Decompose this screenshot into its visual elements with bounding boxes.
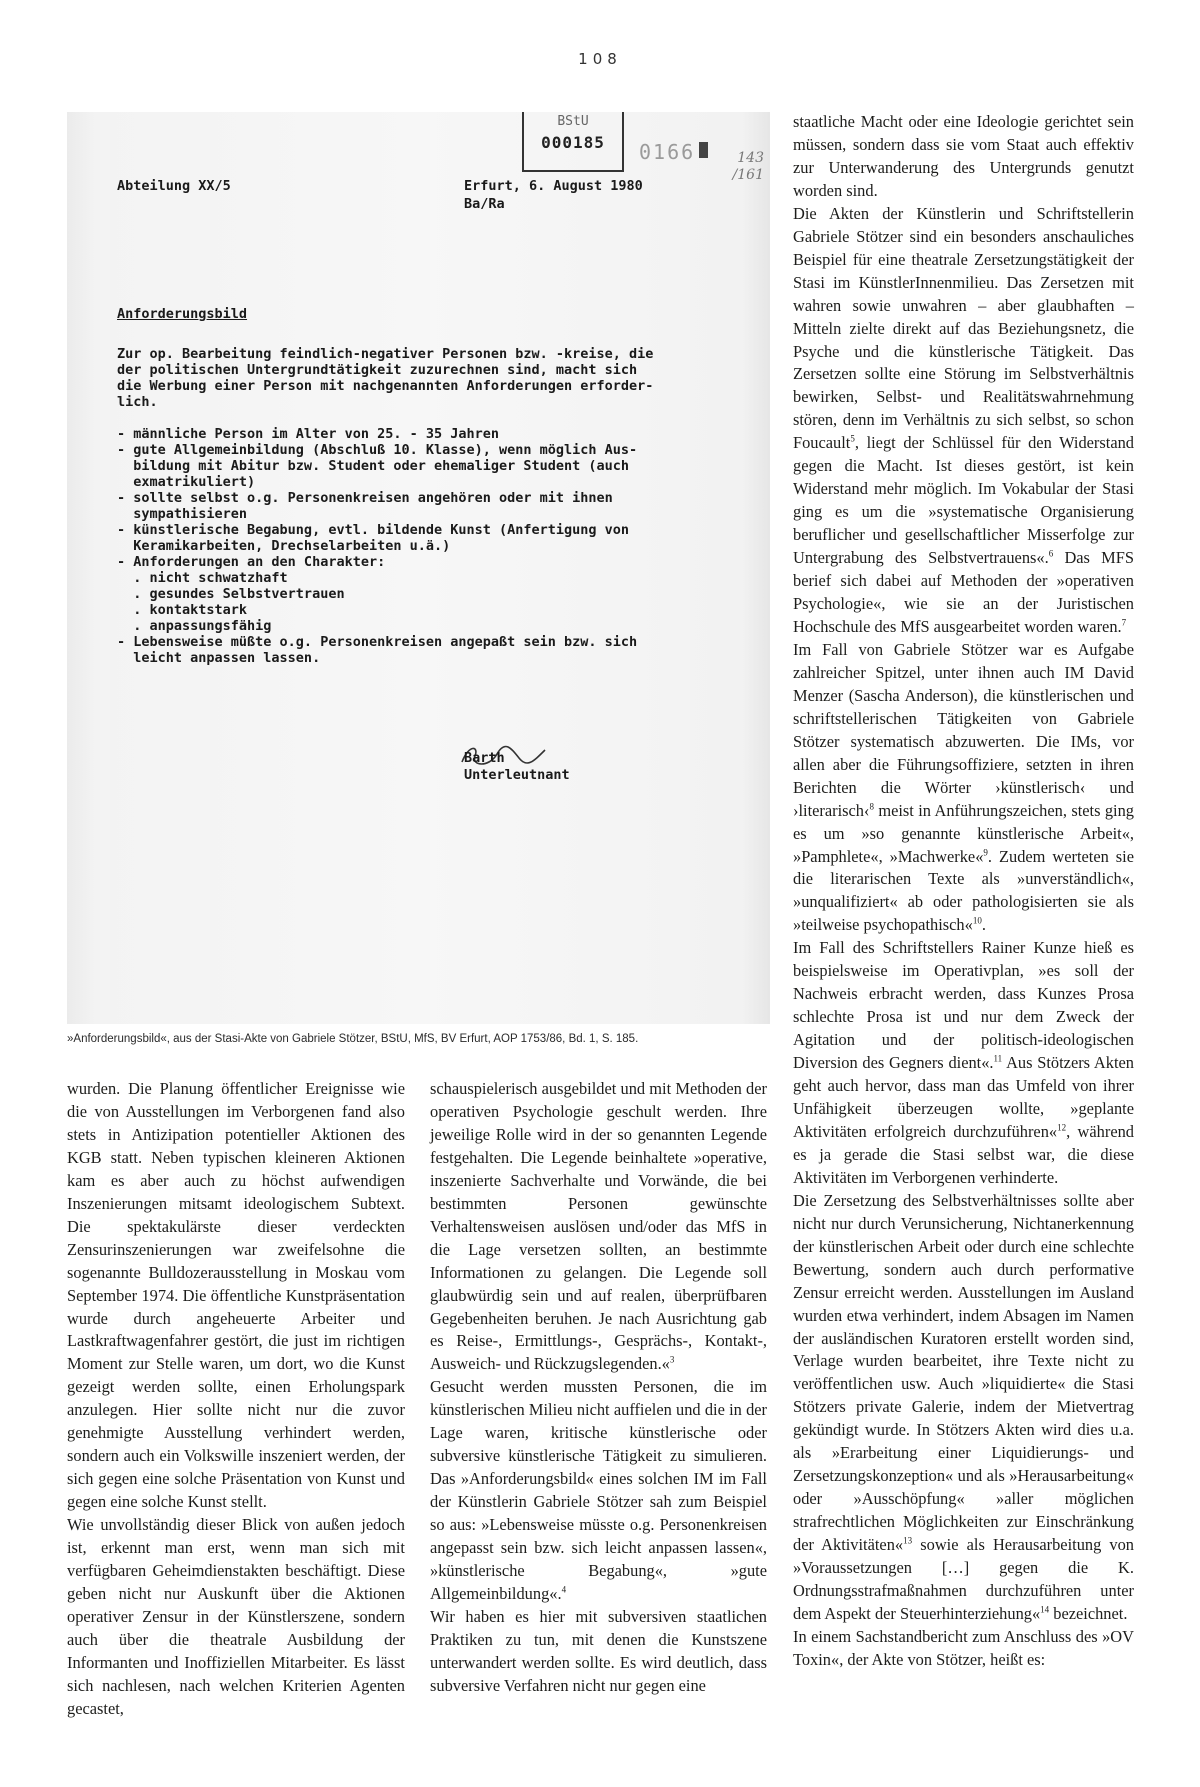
paragraph: Im Fall des Schriftstellers Rainer Kunze hieß es beispielsweise im Operativplan, »es soll der Nachweis erbracht werden, dass Kunzes Prosa schlechte Prosa ist und nur dem Zweck der Agitation und der politisch-ideologischen Diversion des Gegners dient«.$^{11}$ Aus Stötzers Akten geht auch hervor, dass man das Umfeld von ihrer Unfähigkeit überzeugen wollte, »geplante Aktivitäten erfolgreich durchzuführen«$^{12}$, während es ja gerade die Stasi selbst war, die diese Aktivitäten im Verborgenen verhinderte.: [793, 938, 1134, 1187]
intro-line: Zur op. Bearbeitung feindlich-negativer Personen bzw. -kreise, die: [117, 346, 654, 362]
footnote-marker: 14: [1040, 1604, 1050, 1615]
requirements-line: . anpassungsfähig: [117, 618, 272, 634]
paragraph: In einem Sachstandbericht zum Anschluss des »OV Toxin«, der Akte von Stötzer, heißt es:: [793, 1626, 1134, 1669]
requirements-line: . nicht schwatzhaft: [117, 570, 288, 586]
paragraph: Wie unvollständig dieser Blick von außen jedoch ist, erkennt man erst, wenn man sich mit verfügbaren Geheimdienstakten beschäftigt. Diese geben nicht nur Auskunft über die Aktionen operativer Zensur in der Künstlerszene, sondern auch über die theatrale Ausbildung der Informanten und Inoffiziellen Mitarbeiter. Es lässt sich nachlesen, nach welchen Kriterien Agenten gecastet,: [67, 1515, 405, 1718]
requirements-line: - Lebensweise müßte o.g. Personenkreisen angepaßt sein bzw. sich: [117, 634, 638, 650]
text-column-left: [67, 1078, 405, 1721]
footnote-marker: 12: [1057, 1122, 1067, 1133]
footnote-marker: 3: [669, 1354, 675, 1365]
footnote-marker: 10: [972, 915, 982, 926]
footnote-marker: 8: [869, 801, 874, 812]
requirements-line: leicht anpassen lassen.: [117, 650, 321, 666]
paragraph: Gesucht werden mussten Personen, die im künstlerischen Milieu nicht auffielen und die in der Lage waren, kritische künstlerische oder subversive künstlerische Tätigkeit zu simulieren. Das »Anforderungsbild« eines solchen IM im Fall der Künstlerin Gabriele Stötzer sah zum Beispiel so aus: »Lebensweise müsste o.g. Personenkreisen angepasst sein bzw. sich leicht anpassen lassen«, »künstlerische Begabung«, »gute Allgemeinbildung«.$^4$: [430, 1377, 767, 1603]
doc-heading: Anforderungsbild: [117, 306, 248, 322]
requirements-line: - gute Allgemeinbildung (Abschluß 10. Klasse), wenn möglich Aus-: [117, 442, 638, 458]
footnote-marker: 9: [983, 847, 988, 858]
bstu-archive-stamp: [522, 112, 624, 172]
intro-line: lich.: [117, 394, 158, 410]
paragraph: Die Zersetzung des Selbstverhältnisses sollte aber nicht nur durch Verunsicherung, Nichtanerkennung der künstlerischen Arbeit oder durch eine schlechte Bewertung, sondern auch durch performative Zensur erreicht werden. Ausstellungen im Ausland wurden etwa verhindert, indem Absagen im Namen der ausländischen Kuratoren erstellt worden sind, Verlage wurden bearbeitet, ihre Texte nicht zu veröffentlichen usw. Auch »liquidierte« die Stasi Stötzers private Galerie, indem der Mietvertrag gekündigt wurde. In Stötzers Akten wird dies u.a. als »Erarbeitung einer Liquidierungs- und Zersetzungskonzeption« und als »Herausarbeitung« oder »Ausschöpfung« »aller möglichen strafrechtlichen Möglichkeiten zur Einschränkung der Aktivitäten«$^{13}$ sowie als Herausarbeitung von »Voraussetzungen […] gegen die K. Ordnungsstrafmaßnahmen durchzuführen unter dem Aspekt der Steuerhinterziehung«$^{14}$ bezeichnet.: [793, 1190, 1134, 1623]
stasi-document-scan: [67, 112, 770, 1024]
footnote-marker: 6: [1048, 548, 1054, 559]
paragraph: wurden. Die Planung öffentlicher Ereignisse wie die von Ausstellungen im Verborgenen fand also stets in Antizipation potentieller Aktionen des KGB statt. Neben typischen kleineren Aktionen kam es aber auch zu höchst aufwendigen Inszenierungen mitsamt ideologischem Subtext. Die spektakulärste dieser verdeckten Zensurinszenierungen war zweifelsohne die sogenannte Bulldozerausstellung in Moskau vom September 1974. Die öffentliche Kunstpräsentation wurde durch angeheuerte Arbeiter und Lastkraftwagenfahrer gestört, die just im richtigen Moment zur Stelle waren, um dort, wo die Kunst gezeigt werden sollte, einen Erholungspark anzulegen. Hier sollte nicht nur die zuvor genehmigte Ausstellung verhindert werden, sondern auch ein Volkswille inszeniert werden, der sich gegen eine solche Präsentation von Kunst und gegen eine solche Kunst stellt.: [67, 1079, 405, 1512]
footnote-marker: 7: [1121, 617, 1127, 628]
text-column-middle: [430, 1078, 767, 1698]
requirements-line: sympathisieren: [117, 506, 248, 522]
intro-line: die Werbung einer Person mit nachgenannten Anforderungen erforder-: [117, 378, 654, 394]
doc-intro: [117, 346, 653, 410]
stamp-label: BStU: [557, 114, 589, 129]
figure-caption: »Anforderungsbild«, aus der Stasi-Akte von Gabriele Stötzer, BStU, MfS, BV Erfurt, AOP 1753/86, Bd. 1, S. 185.: [67, 1033, 639, 1045]
doc-department: Abteilung XX/5: [117, 178, 231, 194]
requirements-line: Keramikarbeiten, Drechselarbeiten u.ä.): [117, 538, 451, 554]
requirements-line: - männliche Person im Alter von 25. - 35 Jahren: [117, 426, 500, 442]
footnote-marker: 5: [850, 433, 855, 444]
paragraph: Im Fall von Gabriele Stötzer war es Aufgabe zahlreicher Spitzel, unter ihnen auch IM David Menzer (Sascha Anderson), die künstlerischen und schriftstellerischen Tätigkeiten von Gabriele Stötzer systematisch abzuwerten. Die IMs, vor allen aber die Führungsoffiziere, setzten in ihren Berichten die Wörter ›künstlerisch‹ und ›literarisch‹$^8$ meist in Anführungszeichen, stets ging es um »so genannte künstlerische Arbeit«, »Pamphlete«, »Machwerke«$^9$. Zudem werteten sie die literarischen Texte als »unverständlich«, »unqualifiziert« ab oder pathologisierten sie als »teilweise psychopathisch«$^{10}$.: [793, 639, 1134, 935]
doc-requirements: [117, 426, 637, 666]
requirements-line: - Anforderungen an den Charakter:: [117, 554, 386, 570]
footnote-marker: 4: [561, 1584, 567, 1595]
paragraph: staatliche Macht oder eine Ideologie gerichtet sein müssen, sondern dass sie vom Staat auch effektiv zur Unterwanderung des Untergrunds genutzt worden sind.: [793, 112, 1134, 200]
intro-line: der politischen Untergrundtätigkeit zuzurechnen sind, macht sich: [117, 362, 638, 378]
archive-mark: [699, 142, 708, 158]
paragraph: schauspielerisch ausgebildet und mit Methoden der operativen Psychologie geschult werden. Ihre jeweilige Rolle wird in der so genannten Legende festgehalten. Die Legende beinhaltete »operative, inszenierte Sachverhalte und Vorwände, die bei bestimmten Personen gewünschte Verhaltensweisen auslösen und/oder das MfS in die Lage versetzen sollten, an bestimmte Informationen zu gelangen. Die Legende soll glaubwürdig sein und auf realen, überprüfbaren Gegebenheiten beruhen. Je nach Ausrichtung gab es Reise-, Ermittlungs-, Gesprächs-, Kontakt-, Ausweich- und Rückzugslegenden.«$^3$: [430, 1079, 767, 1374]
footnote-marker: 11: [993, 1053, 1003, 1064]
paragraph: Wir haben es hier mit subversiven staatlichen Praktiken zu tun, mit denen die Kunstszene unterwandert werden sollte. Es wird deutlich, dass subversive Verfahren nicht nur gegen eine: [430, 1606, 767, 1695]
archive-page-number: 0166: [639, 140, 696, 164]
doc-signatory: Barth: [464, 750, 505, 766]
handwritten-note: 143 /161: [732, 150, 764, 183]
doc-place-date: Erfurt, 6. August 1980: [464, 178, 643, 194]
doc-reference: Ba/Ra: [464, 196, 505, 212]
requirements-line: . kontaktstark: [117, 602, 248, 618]
requirements-line: bildung mit Abitur bzw. Student oder ehemaliger Student (auch: [117, 458, 630, 474]
requirements-line: - sollte selbst o.g. Personenkreisen angehören oder mit ihnen: [117, 490, 613, 506]
footnote-marker: 13: [903, 1535, 913, 1546]
stamp-number: 000185: [541, 133, 605, 152]
paragraph: Die Akten der Künstlerin und Schriftstellerin Gabriele Stötzer sind ein besonders anschauliches Beispiel für eine theatrale Zersetzungstätigkeit der Stasi im KünstlerInnenmilieu. Das Zersetzen mit wahren sowie unwahren – aber glaubhaften – Mitteln zielte direkt auf das Beziehungsnetz, die Psyche und die künstlerische Tätigkeit. Das Zersetzen sollte eine Störung im Selbstverhältnis bewirken, Selbst- und Realitätswahrnehmung stören, denn im Verhältnis zu sich selbst, so schon Foucault$^5$, liegt der Schlüssel für den Widerstand gegen die Macht. Ist dieses gestört, ist kein Widerstand mehr möglich. Im Vokabular der Stasi ging es um die »systematische Organisierung beruflicher und gesellschaftlicher Misserfolge zur Untergrabung des Selbstvertrauens«.$^6$ Das MFS berief sich dabei auf Methoden der »operativen Psychologie«, wie sie an der Juristischen Hochschule des MfS ausgearbeitet worden waren.$^7$: [793, 203, 1134, 636]
doc-rank: Unterleutnant: [464, 767, 570, 783]
text-column-right: [793, 111, 1134, 1672]
page-number: 108: [578, 50, 622, 68]
requirements-line: - künstlerische Begabung, evtl. bildende Kunst (Anfertigung von: [117, 522, 630, 538]
requirements-line: exmatrikuliert): [117, 474, 256, 490]
requirements-line: . gesundes Selbstvertrauen: [117, 586, 345, 602]
